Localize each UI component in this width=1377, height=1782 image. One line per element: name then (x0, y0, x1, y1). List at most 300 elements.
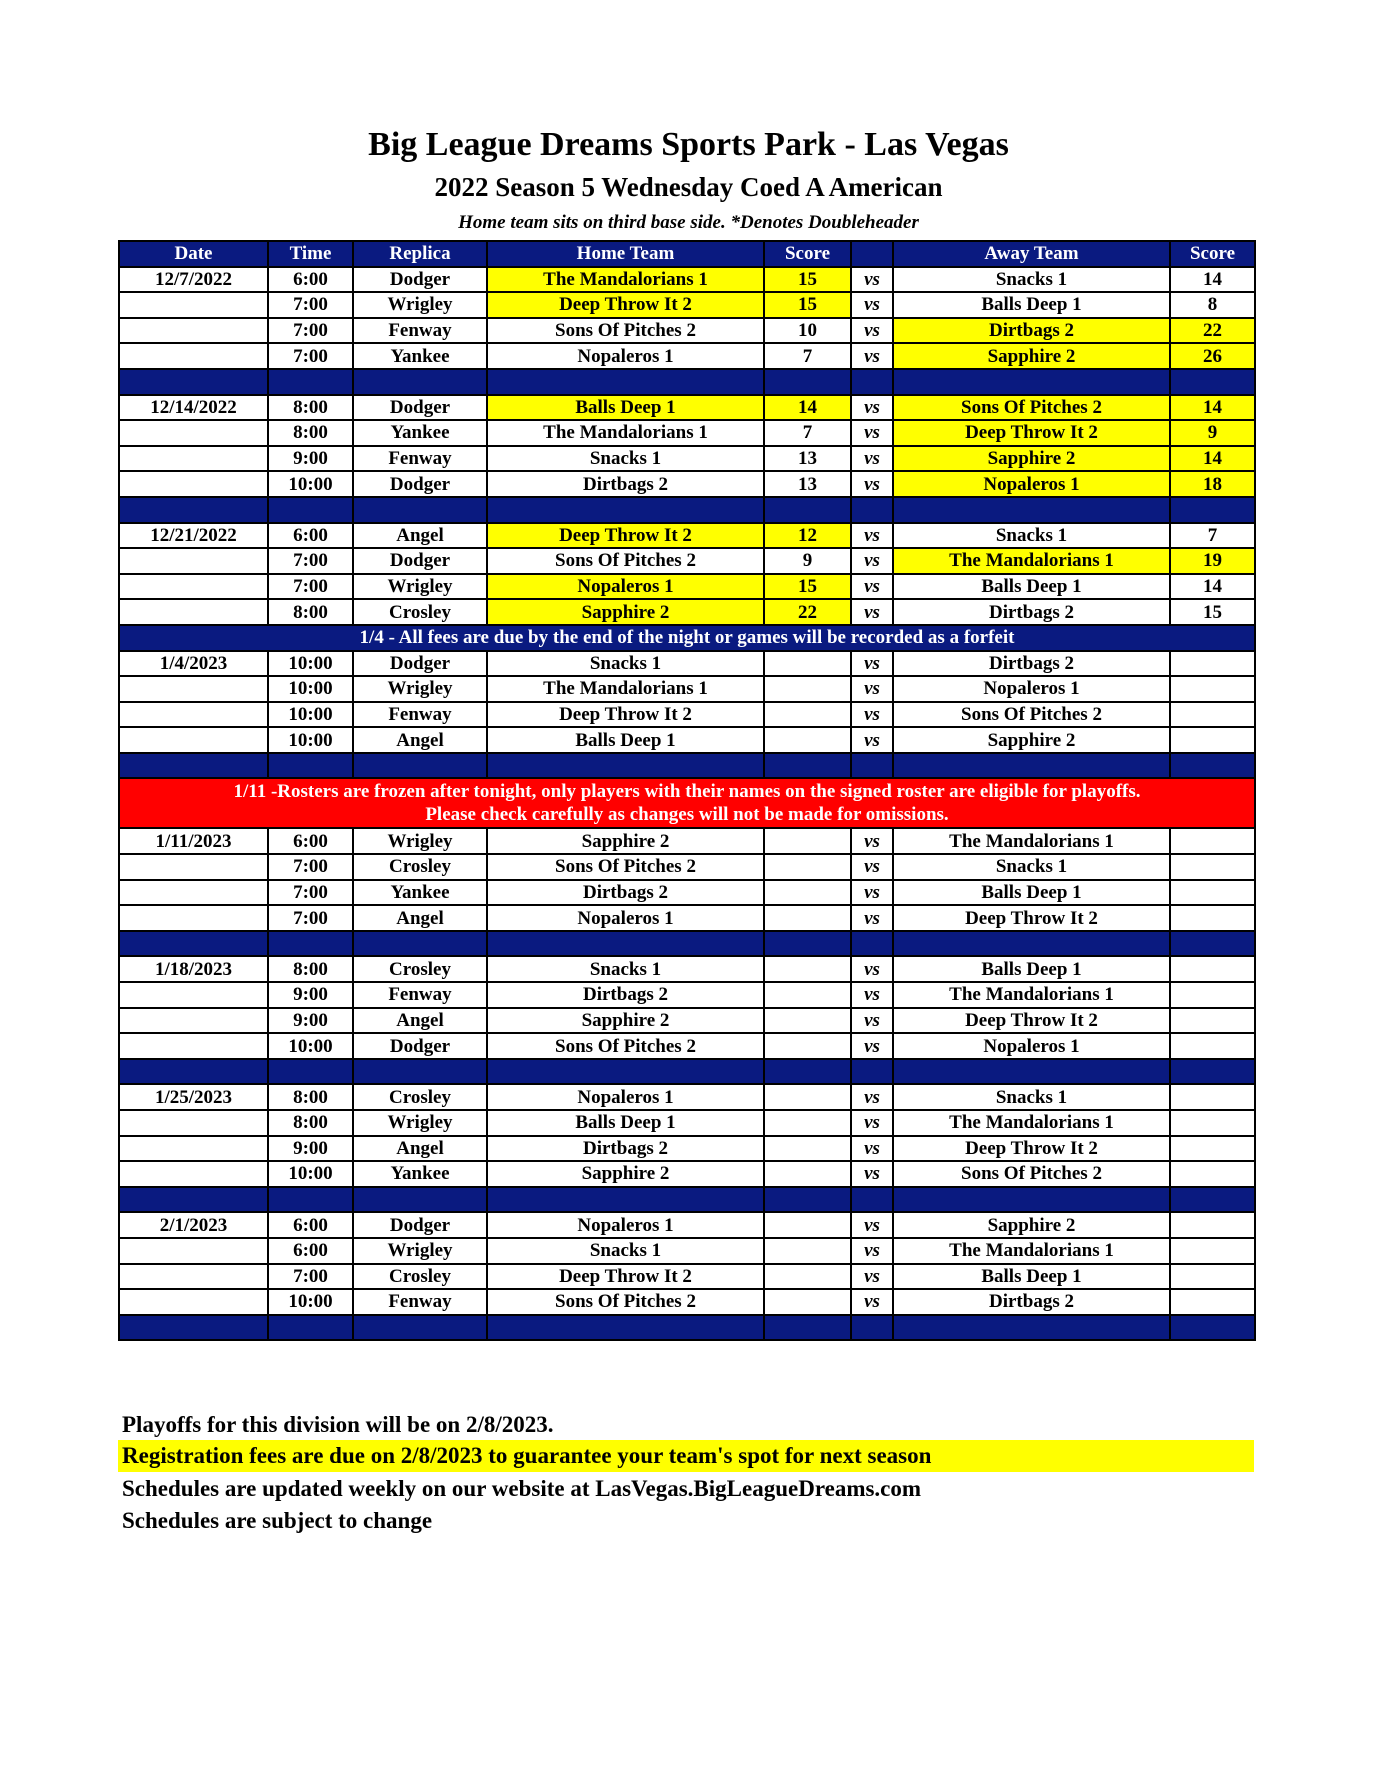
away-team-cell: Sapphire 2 (893, 727, 1170, 753)
vs-cell: vs (851, 548, 893, 574)
time-cell: 9:00 (268, 1008, 353, 1034)
home-score-cell (764, 651, 851, 677)
away-score-cell (1170, 727, 1255, 753)
home-team-cell: Sons Of Pitches 2 (487, 1289, 764, 1315)
time-cell: 10:00 (268, 702, 353, 728)
separator-cell (851, 1315, 893, 1341)
replica-cell: Crosley (353, 854, 487, 880)
away-score-cell: 14 (1170, 267, 1255, 293)
separator-cell (487, 1187, 764, 1213)
time-cell: 7:00 (268, 318, 353, 344)
date-cell (119, 1264, 268, 1290)
separator-cell (353, 1315, 487, 1341)
date-cell (119, 676, 268, 702)
vs-cell: vs (851, 523, 893, 549)
away-score-cell (1170, 1264, 1255, 1290)
time-cell: 6:00 (268, 267, 353, 293)
home-team-cell: Balls Deep 1 (487, 727, 764, 753)
home-team-cell: Nopaleros 1 (487, 905, 764, 931)
vs-cell: vs (851, 471, 893, 497)
away-score-cell: 18 (1170, 471, 1255, 497)
time-cell: 10:00 (268, 1161, 353, 1187)
time-cell: 7:00 (268, 880, 353, 906)
schedule-note: Home team sits on third base side. *Denotes Doubleheader (458, 212, 919, 233)
separator-cell (893, 931, 1170, 957)
time-cell: 7:00 (268, 574, 353, 600)
away-team-cell: Sapphire 2 (893, 343, 1170, 369)
vs-cell: vs (851, 702, 893, 728)
replica-cell: Wrigley (353, 828, 487, 854)
separator-cell (851, 1187, 893, 1213)
website-note: Schedules are updated weekly on our website at LasVegas.BigLeagueDreams.com (122, 1476, 922, 1501)
separator-cell (851, 1059, 893, 1085)
home-score-cell: 10 (764, 318, 851, 344)
table-row (119, 548, 1255, 574)
date-cell (119, 1033, 268, 1059)
time-cell: 9:00 (268, 446, 353, 472)
home-team-cell: Snacks 1 (487, 956, 764, 982)
table-row (119, 727, 1255, 753)
separator-cell (353, 369, 487, 395)
replica-cell: Angel (353, 523, 487, 549)
home-team-cell: The Mandalorians 1 (487, 676, 764, 702)
away-score-cell: 26 (1170, 343, 1255, 369)
away-score-cell (1170, 905, 1255, 931)
table-row (119, 292, 1255, 318)
date-cell (119, 880, 268, 906)
away-score-cell (1170, 651, 1255, 677)
replica-cell: Yankee (353, 343, 487, 369)
separator-cell (119, 1059, 268, 1085)
separator-cell (487, 1059, 764, 1085)
date-cell (119, 727, 268, 753)
away-score-cell (1170, 676, 1255, 702)
home-team-cell: Snacks 1 (487, 1238, 764, 1264)
away-score-cell (1170, 982, 1255, 1008)
home-score-cell: 22 (764, 599, 851, 625)
time-cell: 6:00 (268, 1212, 353, 1238)
date-cell (119, 318, 268, 344)
date-cell (119, 446, 268, 472)
separator-cell (268, 753, 353, 779)
vs-cell: vs (851, 676, 893, 702)
column-header: Date (119, 241, 268, 267)
vs-cell: vs (851, 343, 893, 369)
column-header: Replica (353, 241, 487, 267)
away-team-cell: Deep Throw It 2 (893, 1008, 1170, 1034)
column-header: Time (268, 241, 353, 267)
separator-cell (487, 369, 764, 395)
date-cell (119, 1110, 268, 1136)
replica-cell: Crosley (353, 599, 487, 625)
table-row (119, 1110, 1255, 1136)
separator-cell (119, 497, 268, 523)
date-cell (119, 854, 268, 880)
away-score-cell: 22 (1170, 318, 1255, 344)
vs-cell: vs (851, 1033, 893, 1059)
date-cell (119, 548, 268, 574)
column-header: Home Team (487, 241, 764, 267)
table-row (119, 446, 1255, 472)
table-row (119, 1264, 1255, 1290)
vs-cell: vs (851, 1136, 893, 1162)
time-cell: 7:00 (268, 292, 353, 318)
home-score-cell (764, 828, 851, 854)
away-team-cell: Dirtbags 2 (893, 1289, 1170, 1315)
date-cell (119, 292, 268, 318)
away-team-cell: Nopaleros 1 (893, 471, 1170, 497)
week-separator (119, 497, 1255, 523)
away-team-cell: Balls Deep 1 (893, 1264, 1170, 1290)
separator-cell (268, 369, 353, 395)
vs-cell: vs (851, 854, 893, 880)
time-cell: 8:00 (268, 956, 353, 982)
table-row (119, 1289, 1255, 1315)
replica-cell: Angel (353, 727, 487, 753)
away-score-cell (1170, 1212, 1255, 1238)
away-score-cell: 8 (1170, 292, 1255, 318)
time-cell: 8:00 (268, 599, 353, 625)
table-row (119, 267, 1255, 293)
date-cell: 1/11/2023 (119, 828, 268, 854)
separator-cell (764, 497, 851, 523)
separator-cell (487, 497, 764, 523)
home-team-cell: Dirtbags 2 (487, 1136, 764, 1162)
time-cell: 9:00 (268, 982, 353, 1008)
home-team-cell: Dirtbags 2 (487, 880, 764, 906)
home-score-cell: 14 (764, 395, 851, 421)
home-score-cell (764, 982, 851, 1008)
home-score-cell: 9 (764, 548, 851, 574)
schedule-table (118, 240, 1256, 1341)
vs-cell: vs (851, 1238, 893, 1264)
separator-cell (851, 931, 893, 957)
replica-cell: Fenway (353, 702, 487, 728)
separator-cell (764, 1059, 851, 1085)
separator-cell (487, 1315, 764, 1341)
home-score-cell (764, 702, 851, 728)
time-cell: 7:00 (268, 548, 353, 574)
date-cell (119, 1289, 268, 1315)
table-row (119, 905, 1255, 931)
home-score-cell (764, 1136, 851, 1162)
away-team-cell: Sapphire 2 (893, 1212, 1170, 1238)
replica-cell: Wrigley (353, 292, 487, 318)
week-separator (119, 931, 1255, 957)
away-score-cell (1170, 1238, 1255, 1264)
separator-cell (268, 497, 353, 523)
away-score-cell (1170, 956, 1255, 982)
table-row (119, 395, 1255, 421)
vs-cell: vs (851, 318, 893, 344)
separator-cell (893, 753, 1170, 779)
home-team-cell: Sons Of Pitches 2 (487, 854, 764, 880)
date-cell: 12/14/2022 (119, 395, 268, 421)
vs-cell: vs (851, 1161, 893, 1187)
separator-cell (1170, 497, 1255, 523)
away-score-cell (1170, 1084, 1255, 1110)
separator-cell (764, 931, 851, 957)
table-row (119, 523, 1255, 549)
away-score-cell: 15 (1170, 599, 1255, 625)
time-cell: 8:00 (268, 1084, 353, 1110)
home-team-cell: Sons Of Pitches 2 (487, 548, 764, 574)
home-team-cell: Sapphire 2 (487, 828, 764, 854)
date-cell (119, 1136, 268, 1162)
separator-cell (353, 1187, 487, 1213)
away-score-cell (1170, 1161, 1255, 1187)
away-team-cell: Sons Of Pitches 2 (893, 702, 1170, 728)
home-score-cell (764, 880, 851, 906)
column-header: Away Team (893, 241, 1170, 267)
replica-cell: Wrigley (353, 1238, 487, 1264)
time-cell: 9:00 (268, 1136, 353, 1162)
home-score-cell: 15 (764, 292, 851, 318)
home-score-cell (764, 1212, 851, 1238)
away-team-cell: The Mandalorians 1 (893, 982, 1170, 1008)
away-score-cell (1170, 1289, 1255, 1315)
home-score-cell (764, 1084, 851, 1110)
home-team-cell: Deep Throw It 2 (487, 702, 764, 728)
separator-cell (851, 753, 893, 779)
replica-cell: Yankee (353, 880, 487, 906)
table-row (119, 828, 1255, 854)
table-row (119, 1033, 1255, 1059)
away-score-cell (1170, 880, 1255, 906)
home-team-cell: Sons Of Pitches 2 (487, 318, 764, 344)
away-team-cell: Balls Deep 1 (893, 880, 1170, 906)
separator-cell (764, 1315, 851, 1341)
time-cell: 6:00 (268, 523, 353, 549)
separator-cell (119, 1187, 268, 1213)
vs-cell: vs (851, 599, 893, 625)
vs-cell: vs (851, 1110, 893, 1136)
home-team-cell: The Mandalorians 1 (487, 420, 764, 446)
home-team-cell: Dirtbags 2 (487, 471, 764, 497)
vs-cell: vs (851, 1008, 893, 1034)
separator-cell (353, 931, 487, 957)
home-score-cell (764, 676, 851, 702)
page-subtitle: 2022 Season 5 Wednesday Coed A American (434, 172, 943, 202)
vs-cell: vs (851, 828, 893, 854)
away-score-cell (1170, 702, 1255, 728)
home-score-cell (764, 1008, 851, 1034)
table-row (119, 574, 1255, 600)
away-team-cell: Balls Deep 1 (893, 574, 1170, 600)
separator-cell (764, 753, 851, 779)
separator-cell (893, 369, 1170, 395)
away-team-cell: Dirtbags 2 (893, 651, 1170, 677)
vs-cell: vs (851, 292, 893, 318)
column-header: Score (764, 241, 851, 267)
table-row (119, 956, 1255, 982)
separator-cell (893, 1315, 1170, 1341)
time-cell: 6:00 (268, 828, 353, 854)
home-team-cell: Dirtbags 2 (487, 982, 764, 1008)
column-header: Score (1170, 241, 1255, 267)
replica-cell: Yankee (353, 1161, 487, 1187)
home-score-cell: 12 (764, 523, 851, 549)
away-team-cell: Snacks 1 (893, 523, 1170, 549)
replica-cell: Angel (353, 1136, 487, 1162)
time-cell: 10:00 (268, 471, 353, 497)
separator-cell (851, 369, 893, 395)
home-score-cell (764, 727, 851, 753)
date-cell (119, 982, 268, 1008)
home-team-cell: Nopaleros 1 (487, 574, 764, 600)
replica-cell: Fenway (353, 1289, 487, 1315)
separator-cell (119, 931, 268, 957)
away-team-cell: Deep Throw It 2 (893, 905, 1170, 931)
roster-alert-line1: 1/11 -Rosters are frozen after tonight, only players with their names on the signed roster are eligible for playoffs. (233, 780, 1141, 802)
roster-alert-row (119, 778, 1255, 828)
time-cell: 7:00 (268, 343, 353, 369)
week-separator (119, 1187, 1255, 1213)
time-cell: 7:00 (268, 1264, 353, 1290)
away-score-cell: 14 (1170, 574, 1255, 600)
separator-cell (487, 753, 764, 779)
vs-cell: vs (851, 651, 893, 677)
separator-cell (353, 753, 487, 779)
replica-cell: Dodger (353, 1212, 487, 1238)
home-team-cell: Sapphire 2 (487, 1161, 764, 1187)
time-cell: 10:00 (268, 651, 353, 677)
away-team-cell: The Mandalorians 1 (893, 548, 1170, 574)
away-team-cell: Sapphire 2 (893, 446, 1170, 472)
separator-cell (119, 1315, 268, 1341)
table-row (119, 651, 1255, 677)
replica-cell: Dodger (353, 267, 487, 293)
replica-cell: Dodger (353, 471, 487, 497)
separator-cell (893, 1187, 1170, 1213)
home-team-cell: The Mandalorians 1 (487, 267, 764, 293)
fees-notice: 1/4 - All fees are due by the end of the night or games will be recorded as a forfeit (119, 625, 1255, 651)
separator-cell (1170, 369, 1255, 395)
vs-cell: vs (851, 880, 893, 906)
table-row (119, 1136, 1255, 1162)
home-score-cell: 15 (764, 267, 851, 293)
home-team-cell: Sapphire 2 (487, 1008, 764, 1034)
date-cell: 12/21/2022 (119, 523, 268, 549)
vs-cell: vs (851, 1084, 893, 1110)
replica-cell: Fenway (353, 982, 487, 1008)
home-team-cell: Sons Of Pitches 2 (487, 1033, 764, 1059)
replica-cell: Crosley (353, 1084, 487, 1110)
away-team-cell: Deep Throw It 2 (893, 420, 1170, 446)
away-score-cell (1170, 854, 1255, 880)
away-team-cell: Snacks 1 (893, 1084, 1170, 1110)
separator-cell (268, 1315, 353, 1341)
away-score-cell (1170, 1110, 1255, 1136)
separator-cell (1170, 931, 1255, 957)
replica-cell: Wrigley (353, 676, 487, 702)
home-team-cell: Nopaleros 1 (487, 343, 764, 369)
home-score-cell (764, 905, 851, 931)
away-team-cell: Nopaleros 1 (893, 1033, 1170, 1059)
replica-cell: Wrigley (353, 1110, 487, 1136)
home-score-cell (764, 1033, 851, 1059)
separator-cell (119, 369, 268, 395)
vs-cell: vs (851, 1289, 893, 1315)
away-team-cell: Dirtbags 2 (893, 318, 1170, 344)
away-score-cell (1170, 1136, 1255, 1162)
separator-cell (353, 497, 487, 523)
page-title: Big League Dreams Sports Park - Las Vegas (368, 126, 1009, 163)
registration-note: Registration fees are due on 2/8/2023 to guarantee your team's spot for next season (118, 1440, 1254, 1472)
vs-cell: vs (851, 727, 893, 753)
home-team-cell: Balls Deep 1 (487, 395, 764, 421)
home-team-cell: Deep Throw It 2 (487, 1264, 764, 1290)
separator-cell (1170, 1315, 1255, 1341)
notice-row (119, 625, 1255, 651)
date-cell (119, 1008, 268, 1034)
date-cell (119, 574, 268, 600)
table-row (119, 676, 1255, 702)
table-row (119, 599, 1255, 625)
playoffs-note: Playoffs for this division will be on 2/8/2023. (122, 1412, 554, 1437)
separator-cell (851, 497, 893, 523)
away-team-cell: The Mandalorians 1 (893, 1238, 1170, 1264)
date-cell: 1/25/2023 (119, 1084, 268, 1110)
replica-cell: Crosley (353, 956, 487, 982)
table-row (119, 318, 1255, 344)
roster-alert (119, 778, 1255, 828)
separator-cell (764, 369, 851, 395)
date-cell (119, 420, 268, 446)
date-cell: 12/7/2022 (119, 267, 268, 293)
away-team-cell: Sons Of Pitches 2 (893, 1161, 1170, 1187)
table-row (119, 1212, 1255, 1238)
separator-cell (1170, 1059, 1255, 1085)
time-cell: 10:00 (268, 727, 353, 753)
replica-cell: Dodger (353, 1033, 487, 1059)
subject-note: Schedules are subject to change (122, 1508, 433, 1533)
date-cell (119, 343, 268, 369)
separator-cell (893, 1059, 1170, 1085)
week-separator (119, 753, 1255, 779)
date-cell (119, 905, 268, 931)
away-team-cell: Sons Of Pitches 2 (893, 395, 1170, 421)
replica-cell: Dodger (353, 395, 487, 421)
home-score-cell (764, 1289, 851, 1315)
replica-cell: Fenway (353, 446, 487, 472)
replica-cell: Yankee (353, 420, 487, 446)
vs-cell: vs (851, 1264, 893, 1290)
separator-cell (764, 1187, 851, 1213)
separator-cell (268, 931, 353, 957)
week-separator (119, 1059, 1255, 1085)
date-cell (119, 1238, 268, 1264)
away-score-cell (1170, 1033, 1255, 1059)
home-score-cell: 7 (764, 420, 851, 446)
away-score-cell: 9 (1170, 420, 1255, 446)
date-cell: 2/1/2023 (119, 1212, 268, 1238)
time-cell: 6:00 (268, 1238, 353, 1264)
separator-cell (893, 497, 1170, 523)
date-cell (119, 702, 268, 728)
home-team-cell: Deep Throw It 2 (487, 292, 764, 318)
table-row (119, 420, 1255, 446)
date-cell (119, 1161, 268, 1187)
table-row (119, 702, 1255, 728)
home-score-cell (764, 1238, 851, 1264)
away-score-cell: 7 (1170, 523, 1255, 549)
away-team-cell: The Mandalorians 1 (893, 1110, 1170, 1136)
away-team-cell: Nopaleros 1 (893, 676, 1170, 702)
away-team-cell: Deep Throw It 2 (893, 1136, 1170, 1162)
home-score-cell (764, 1110, 851, 1136)
table-row (119, 471, 1255, 497)
